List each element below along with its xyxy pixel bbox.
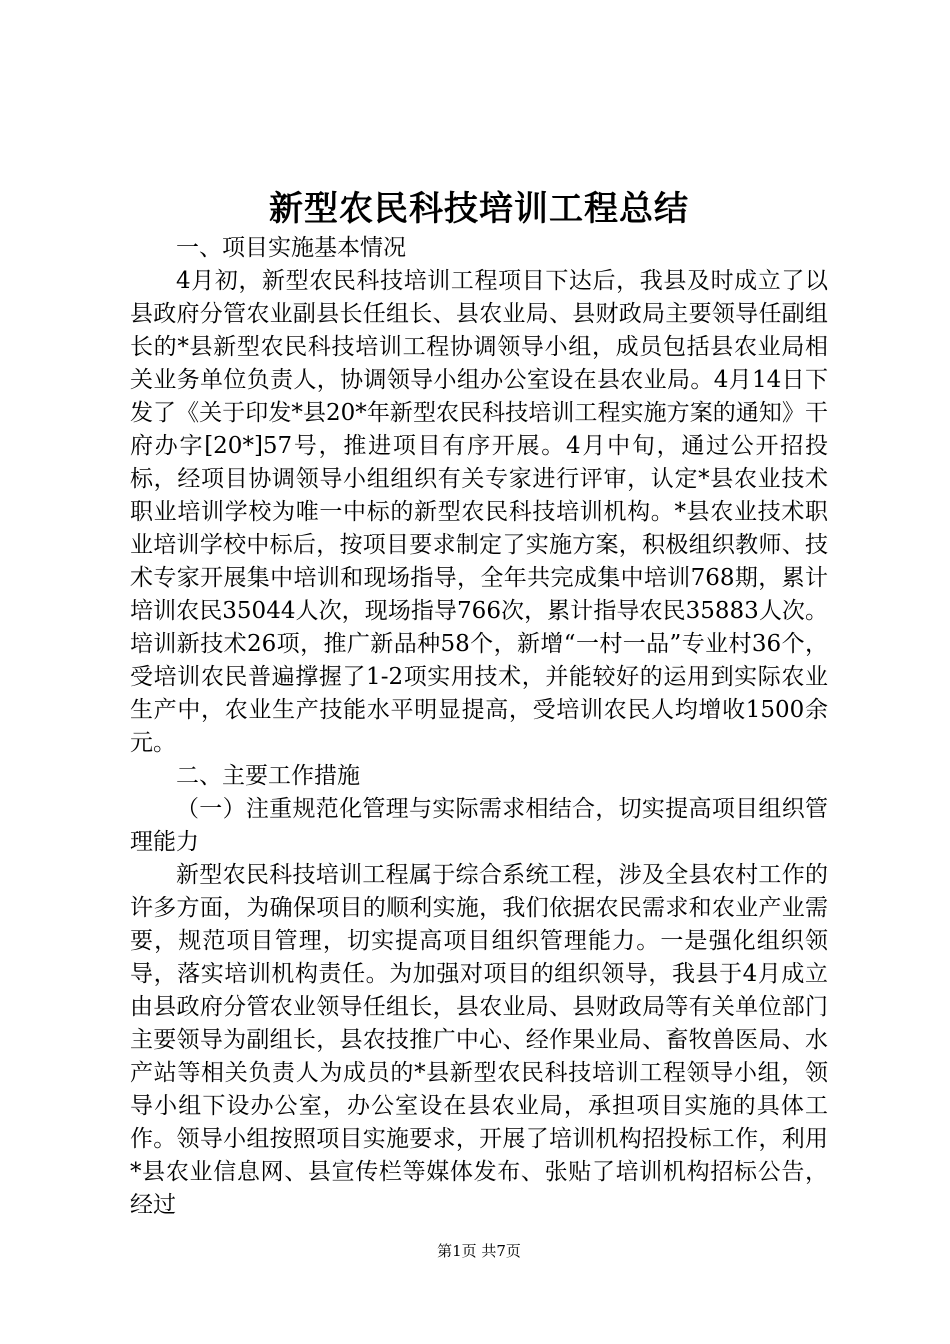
- section-2-subheading-1: （一）注重规范化管理与实际需求相结合，切实提高项目组织管理能力: [130, 796, 828, 855]
- section-1-heading: 一、项目实施基本情况: [176, 235, 406, 261]
- section-1-paragraph-1: 4月初，新型农民科技培训工程项目下达后，我县及时成立了以县政府分管农业副县长任组长、县农业局、县财政局主要领导任副组长的*县新型农民科技培训工程协调领导小组，成员包括县农业局相关业务单位负责人，协调领导小组办公室设在县农业局。4月14日下发了《关于印发*县20*年新型农民科技培训工程实施方案的通知》干府办字[20*]57号，推进项目有序开展。4月中旬，通过公开招投标，经项目协调领导小组组织有关专家进行评审，认定*县农业技术职业培训学校为唯一中标的新型农民科技培训机构。*县农业技术职业培训学校中标后，按项目要求制定了实施方案，积极组织教师、技术专家开展集中培训和现场指导，全年共完成集中培训768期，累计培训农民35044人次，现场指导766次，累计指导农民35883人次。培训新技术26项，推广新品种58个，新增“一村一品”专业村36个，受培训农民普遍撑握了1-2项实用技术，并能较好的运用到实际农业生产中，农业生产技能水平明显提高，受培训农民人均增收1500余元。: [130, 268, 828, 756]
- document-page: [130, 0, 828, 1344]
- section-2-paragraph-1: 新型农民科技培训工程属于综合系统工程，涉及全县农村工作的许多方面，为确保项目的顺利实施，我们依据农民需求和农业产业需要，规范项目管理，切实提高项目组织管理能力。一是强化组织领导，落实培训机构责任。为加强对项目的组织领导，我县于4月成立由县政府分管农业领导任组长，县农业局、县财政局等有关单位部门主要领导为副组长，县农技推广中心、经作果业局、畜牧兽医局、水产站等相关负责人为成员的*县新型农民科技培训工程领导小组，领导小组下设办公室，办公室设在县农业局，承担项目实施的具体工作。领导小组按照项目实施要求，开展了培训机构招投标工作，利用*县农业信息网、县宣传栏等媒体发布、张贴了培训机构招标公告，经过: [130, 862, 828, 1218]
- page-footer: 第1页 共7页: [437, 1242, 521, 1260]
- document-title: 新型农民科技培训工程总结: [269, 189, 689, 229]
- document-body: [130, 232, 828, 1222]
- section-2-heading: 二、主要工作措施: [176, 763, 360, 789]
